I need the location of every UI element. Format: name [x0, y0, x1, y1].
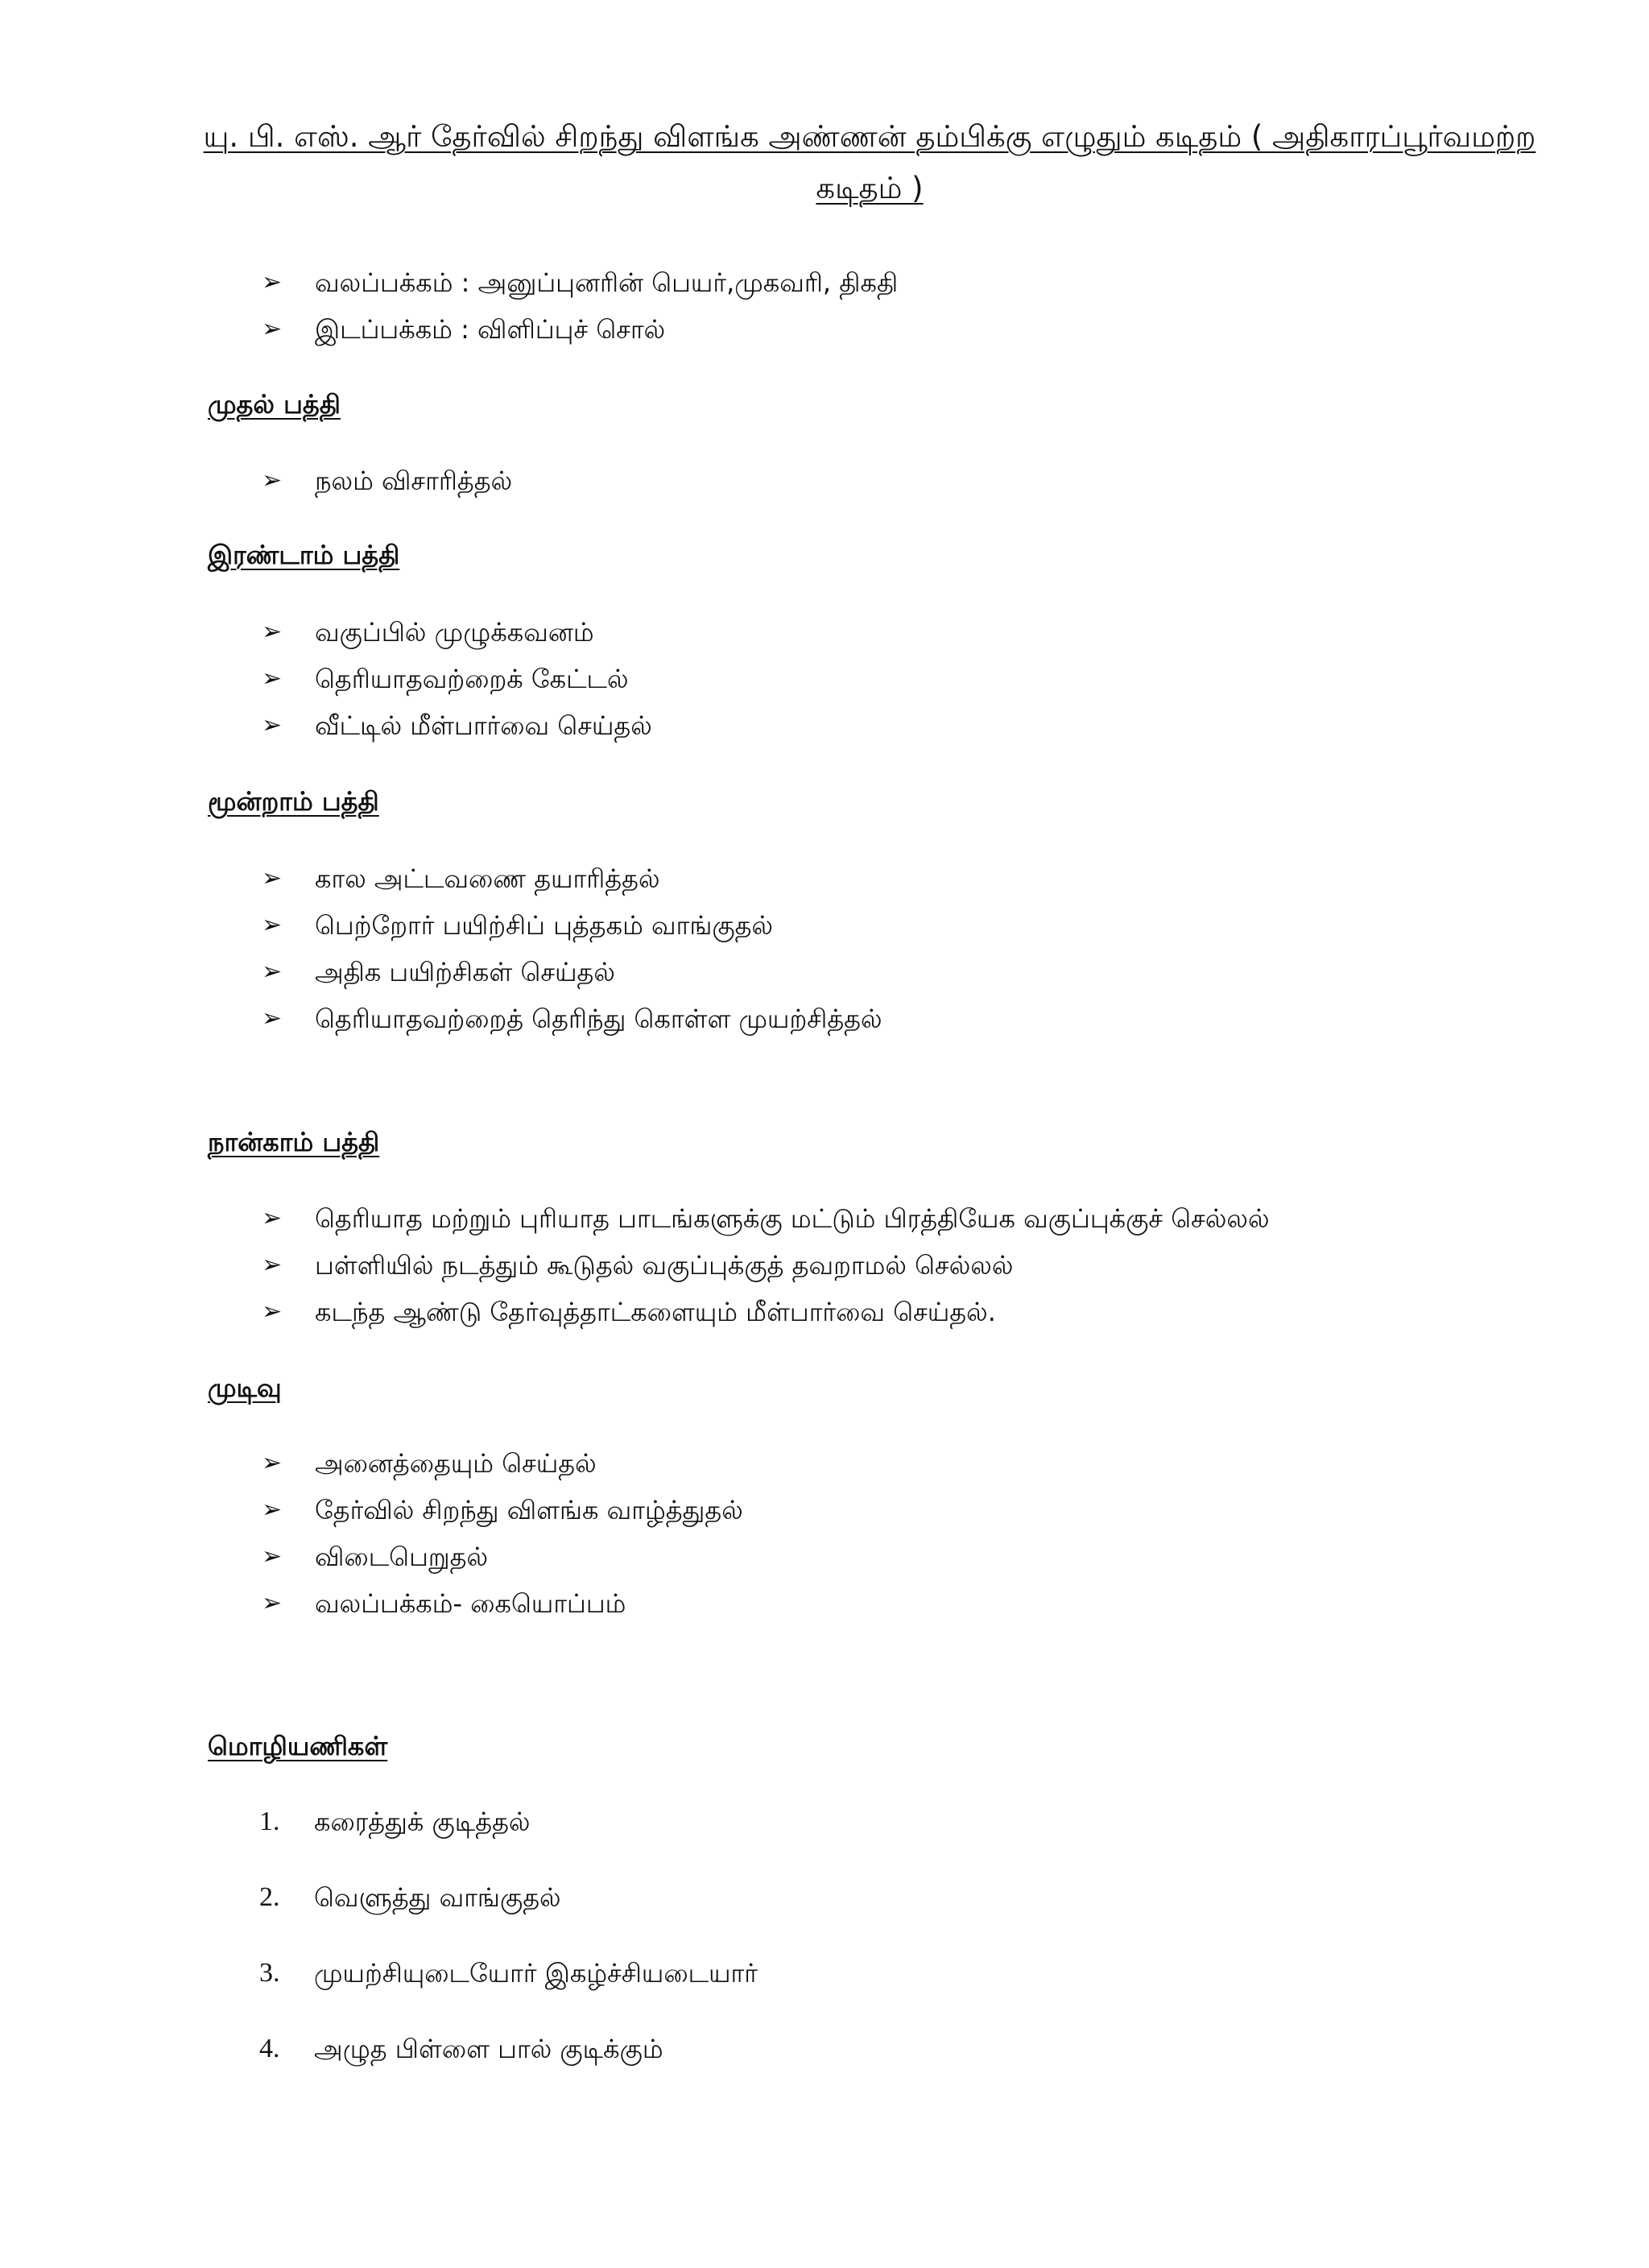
- list-item: [262, 1487, 743, 1533]
- section-heading-third-paragraph: மூன்றாம் பத்தி: [208, 786, 379, 817]
- section-heading-proverbs: மொழியணிகள்: [208, 1731, 388, 1761]
- section-heading-fourth-paragraph: நான்காம் பத்தி: [208, 1127, 380, 1157]
- arrow-bullet-icon: ➢: [262, 315, 283, 343]
- section-list-third-paragraph: [262, 855, 882, 1042]
- list-item-text: இடப்பக்கம் : விளிப்புச் சொல்: [315, 314, 666, 345]
- list-item: [262, 457, 512, 504]
- section-heading-first-paragraph: முதல் பத்தி: [208, 389, 341, 420]
- list-item: [262, 259, 898, 306]
- arrow-bullet-icon: ➢: [262, 1589, 283, 1617]
- section-heading-second-paragraph: இரண்டாம் பத்தி: [208, 540, 400, 570]
- arrow-bullet-icon: ➢: [262, 1297, 283, 1326]
- section-list-fourth-paragraph: [262, 1195, 1270, 1335]
- list-item-text: நலம் விசாரித்தல்: [315, 466, 513, 496]
- list-item-number: 4.: [259, 2034, 280, 2063]
- list-item: [262, 1533, 743, 1580]
- list-item-text: வலப்பக்கம் : அனுப்புனரின் பெயர்,முகவரி, திகதி: [315, 267, 899, 298]
- arrow-bullet-icon: ➢: [262, 1004, 283, 1033]
- list-item: [262, 949, 882, 995]
- section-list-first-paragraph: [262, 457, 512, 504]
- list-item-text: பெற்றோர் பயிற்சிப் புத்தகம் வாங்குதல்: [315, 910, 774, 941]
- list-item-text: வலப்பக்கம்- கையொப்பம்: [315, 1588, 626, 1619]
- arrow-bullet-icon: ➢: [262, 664, 283, 693]
- list-item: [259, 1953, 758, 2029]
- arrow-bullet-icon: ➢: [262, 268, 283, 296]
- arrow-bullet-icon: ➢: [262, 711, 283, 739]
- list-item: [262, 855, 882, 902]
- list-item-text: தெரியாதவற்றைக் கேட்டல்: [315, 664, 629, 694]
- list-item-text: தெரியாதவற்றைத் தெரிந்து கொள்ள முயற்சித்தல்: [315, 1004, 882, 1034]
- arrow-bullet-icon: ➢: [262, 911, 283, 939]
- arrow-bullet-icon: ➢: [262, 1251, 283, 1279]
- list-item-number: 1.: [259, 1807, 280, 1836]
- arrow-bullet-icon: ➢: [262, 1496, 283, 1524]
- list-item-number: 3.: [259, 1958, 280, 1988]
- arrow-bullet-icon: ➢: [262, 466, 283, 495]
- arrow-bullet-icon: ➢: [262, 618, 283, 646]
- list-item: [262, 306, 898, 353]
- list-item-text: விடைபெறுதல்: [315, 1542, 489, 1572]
- list-item-text: கரைத்துக் குடித்தல்: [314, 1807, 531, 1837]
- list-item-text: கால அட்டவணை தயாரித்தல்: [315, 863, 660, 894]
- list-item: [259, 1802, 758, 1877]
- list-item-text: வீட்டில் மீள்பார்வை செய்தல்: [315, 710, 652, 741]
- list-item: [262, 1289, 1270, 1335]
- section-list-conclusion: [262, 1440, 743, 1627]
- list-item-text: அனைத்தையும் செய்தல்: [315, 1448, 597, 1479]
- arrow-bullet-icon: ➢: [262, 1204, 283, 1232]
- list-item-text: முயற்சியுடையோர் இகழ்ச்சியடையார்: [314, 1958, 758, 1989]
- list-item: [262, 1440, 743, 1487]
- list-item-text: வெளுத்து வாங்குதல்: [314, 1882, 561, 1913]
- list-item: [262, 995, 882, 1042]
- proverbs-list: [259, 1802, 758, 2105]
- list-item: [262, 1195, 1270, 1242]
- section-list-second-paragraph: [262, 609, 652, 749]
- arrow-bullet-icon: ➢: [262, 1449, 283, 1477]
- arrow-bullet-icon: ➢: [262, 864, 283, 892]
- list-item-text: தெரியாத மற்றும் புரியாத பாடங்களுக்கு மட்டும் பிரத்தியேக வகுப்புக்குச் செல்லல்: [315, 1203, 1270, 1234]
- list-item-text: அதிக பயிற்சிகள் செய்தல்: [315, 957, 615, 987]
- list-item-text: கடந்த ஆண்டு தேர்வுத்தாட்களையும் மீள்பார்வை செய்தல்.: [315, 1297, 996, 1327]
- list-item-text: பள்ளியில் நடத்தும் கூடுதல் வகுப்புக்குத் தவறாமல் செல்லல்: [315, 1250, 1014, 1281]
- arrow-bullet-icon: ➢: [262, 1542, 283, 1571]
- list-item: [262, 1580, 743, 1627]
- list-item-text: அழுத பிள்ளை பால் குடிக்கும்: [314, 2034, 663, 2064]
- document-title: யு. பி. எஸ். ஆர் தேர்வில் சிறந்து விளங்க அண்ணன் தம்பிக்கு எழுதும் கடிதம் ( அதிகாரப்பூர்வமற்ற கடிதம் ): [203, 119, 1536, 205]
- list-item-number: 2.: [259, 1882, 280, 1912]
- list-item: [259, 2029, 758, 2105]
- list-item: [262, 702, 652, 749]
- list-item: [262, 902, 882, 949]
- intro-list: [262, 259, 898, 353]
- list-item: [262, 1242, 1270, 1289]
- list-item: [262, 609, 652, 656]
- list-item-text: வகுப்பில் முழுக்கவனம்: [315, 617, 594, 648]
- section-heading-conclusion: முடிவு: [208, 1372, 282, 1403]
- list-item: [262, 656, 652, 702]
- list-item: [259, 1877, 758, 1953]
- list-item-text: தேர்வில் சிறந்து விளங்க வாழ்த்துதல்: [315, 1495, 743, 1525]
- arrow-bullet-icon: ➢: [262, 958, 283, 986]
